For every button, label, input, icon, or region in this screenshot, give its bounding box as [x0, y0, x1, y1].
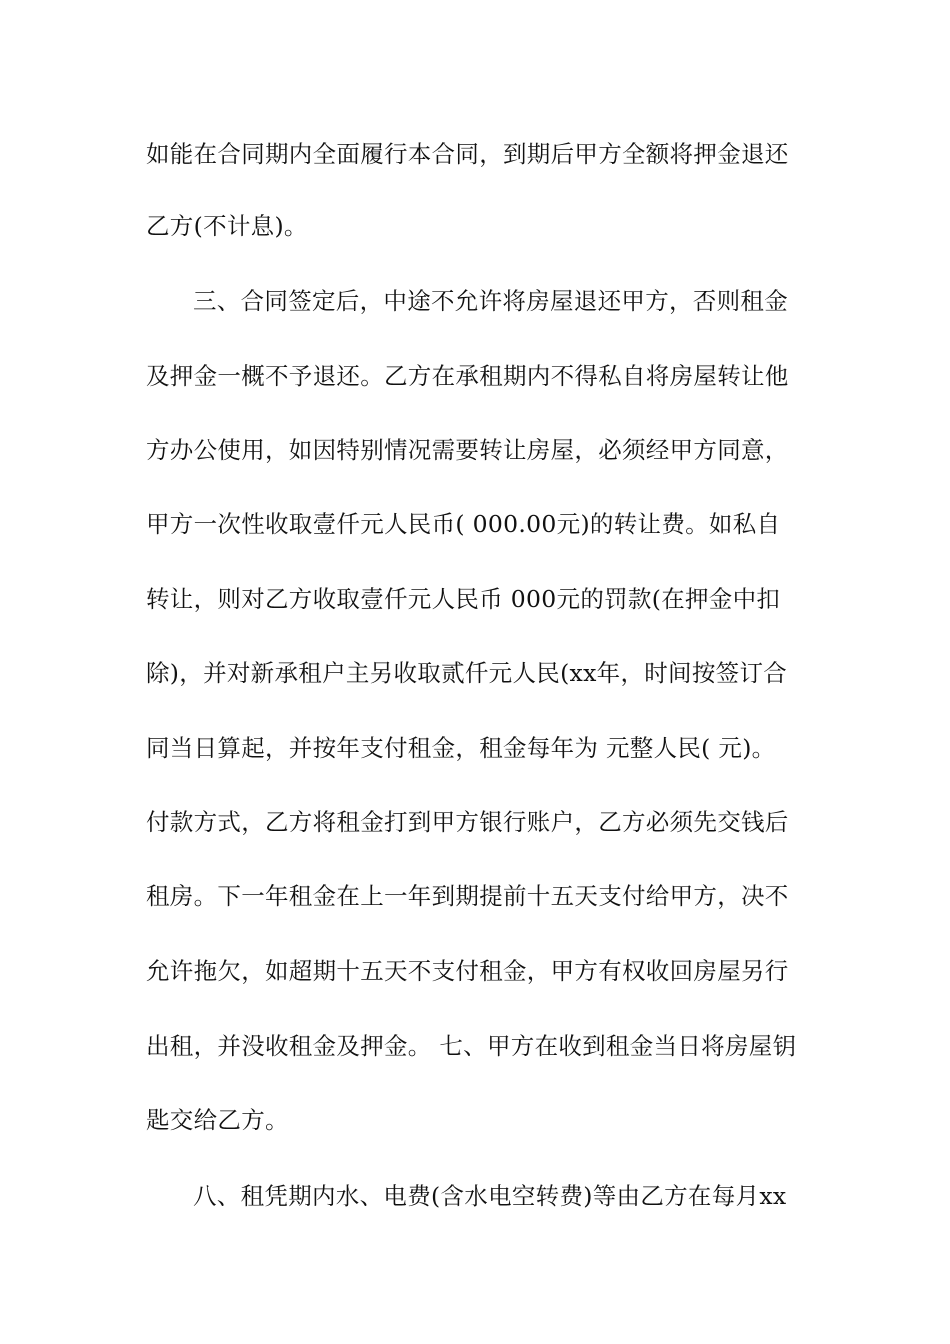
text-line-14: 匙交给乙方。 [146, 1106, 289, 1134]
text-line-6: 甲方一次性收取壹仟元人民币( 000.00元)的转让费。如私自 [146, 510, 781, 538]
text-line-7: 转让，则对乙方收取壹仟元人民币 000元的罚款(在押金中扣 [146, 585, 781, 613]
text-line-4: 及押金一概不予退还。乙方在承租期内不得私自将房屋转让他 [146, 362, 789, 390]
text-line-15: 八、租凭期内水、电费(含水电空转费)等由乙方在每月xx [193, 1182, 787, 1210]
text-line-2: 乙方(不计息)。 [146, 212, 308, 240]
text-line-8: 除)，并对新承租户主另收取贰仟元人民(xx年，时间按签订合 [146, 659, 788, 687]
text-line-13: 出租，并没收租金及押金。 七、甲方在收到租金当日将房屋钥 [146, 1032, 797, 1060]
text-line-10: 付款方式，乙方将租金打到甲方银行账户，乙方必须先交钱后 [146, 808, 789, 836]
text-line-3: 三、合同签定后，中途不允许将房屋退还甲方，否则租金 [193, 287, 788, 315]
text-line-1: 如能在合同期内全面履行本合同，到期后甲方全额将押金退还 [146, 140, 789, 168]
text-line-11: 租房。下一年租金在上一年到期提前十五天支付给甲方，决不 [146, 882, 789, 910]
text-line-12: 允许拖欠，如超期十五天不支付租金，甲方有权收回房屋另行 [146, 957, 789, 985]
text-line-5: 方办公使用，如因特别情况需要转让房屋，必须经甲方同意， [146, 436, 789, 464]
text-line-9: 同当日算起，并按年支付租金，租金每年为 元整人民( 元)。 [146, 734, 776, 762]
